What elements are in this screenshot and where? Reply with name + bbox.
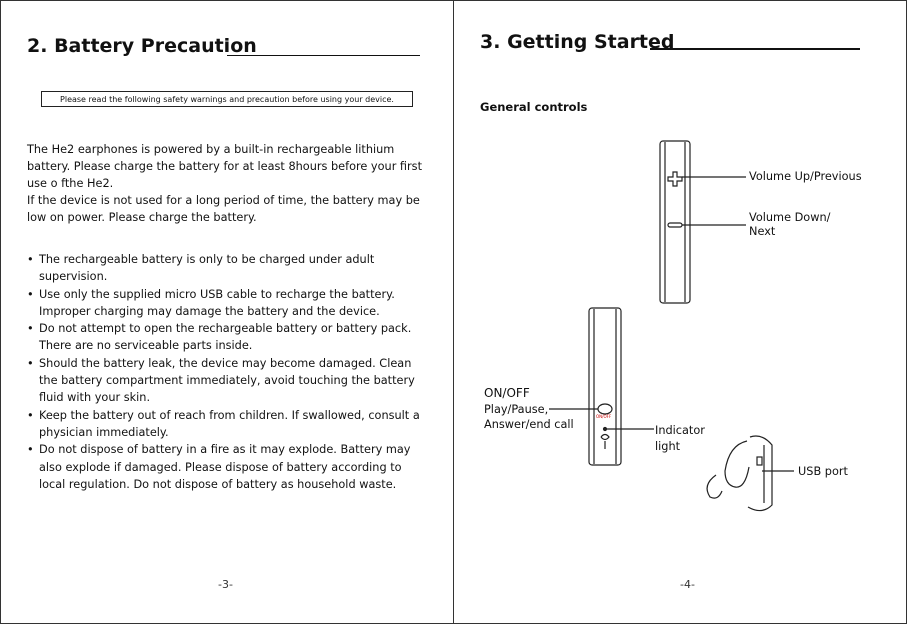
list-item [27,251,447,286]
label-play-pause: Play/Pause, [484,403,549,416]
label-volume-up: Volume Up/Previous [749,170,862,183]
bullet-icon: • [27,408,34,422]
right-page [454,0,907,624]
list-item-line: There are no serviceable parts inside. [39,339,253,353]
label-volume-down: Volume Down/ [749,211,831,224]
intro-paragraph [27,141,437,226]
list-item [27,286,447,321]
list-item-line: Do not attempt to open the rechargeable battery or battery pack. [39,322,412,336]
usb-port-icon [757,457,762,465]
list-item-line: Improper charging may damage the battery and the device. [39,304,380,318]
label-volume-down-next: Next [749,225,776,238]
list-item [27,355,447,407]
section-number: 3. [480,31,501,53]
plus-icon [668,172,682,186]
device-front-view [549,308,654,465]
list-item-line: Keep the battery out of reach from children. If swallowed, consult a [39,408,420,422]
list-item-line: physician immediately. [39,425,169,439]
list-item-line: Use only the supplied micro USB cable to recharge the battery. [39,287,395,301]
section-heading-battery [27,35,257,57]
intro-line: battery. Please charge the battery for at least 8hours before your first [27,160,422,173]
minus-icon [668,223,682,227]
left-page [0,0,454,624]
earbud-tip [707,475,722,498]
label-on-off: ON/OFF [484,386,530,400]
safety-notice-box: Please read the following safety warnings and precaution before using your device. [41,91,413,107]
heading-rule [227,55,420,56]
section-title: Getting Started [507,31,675,53]
earbud-hook [725,441,749,487]
list-item [27,320,447,355]
bullet-icon: • [27,356,34,370]
device-diagram [454,1,907,625]
section-title: Battery Precaution [54,35,257,57]
subheading: General controls [480,100,588,114]
list-item-line: Should the battery leak, the device may become damaged. Clean [39,356,412,370]
section-number: 2. [27,35,48,57]
label-usb-port: USB port [798,465,848,478]
bullet-icon: • [27,443,34,457]
label-indicator: Indicator [655,424,705,437]
list-item-line: local regulation. Do not dispose of battery as household waste. [39,477,397,491]
page-number: -3- [218,578,233,591]
mic-icon [601,435,609,440]
battery-precaution-list [27,251,447,493]
earbud-view [707,436,794,511]
earbud-outline [748,436,772,511]
device-on-off-print: ON/OFF [596,414,612,419]
intro-line: The He2 earphones is powered by a built-in rechargeable lithium [27,143,395,156]
power-button-outline [598,404,612,414]
page-number: -4- [680,578,695,591]
bullet-icon: • [27,253,34,266]
label-answer-end-call: Answer/end call [484,418,574,431]
label-indicator-light: light [655,440,681,453]
list-item-line: the battery compartment immediately, avoid touching the battery [39,374,415,388]
list-item [27,407,447,442]
bullet-icon: • [27,322,34,336]
list-item-line: fluid with your skin. [39,391,151,405]
intro-line: If the device is not used for a long period of time, the battery may be [27,194,420,207]
list-item-line: Do not dispose of battery in a fire as it may explode. Battery may [39,443,411,457]
list-item-line: also explode if damaged. Please dispose of battery according to [39,460,402,474]
intro-line: use o fthe He2. [27,177,114,190]
device-side-view [660,141,746,303]
list-item-line: supervision. [39,270,108,284]
list-item [27,441,447,493]
list-item-line: The rechargeable battery is only to be charged under adult [39,253,375,266]
intro-line: low on power. Please charge the battery. [27,211,257,224]
bullet-icon: • [27,287,34,301]
